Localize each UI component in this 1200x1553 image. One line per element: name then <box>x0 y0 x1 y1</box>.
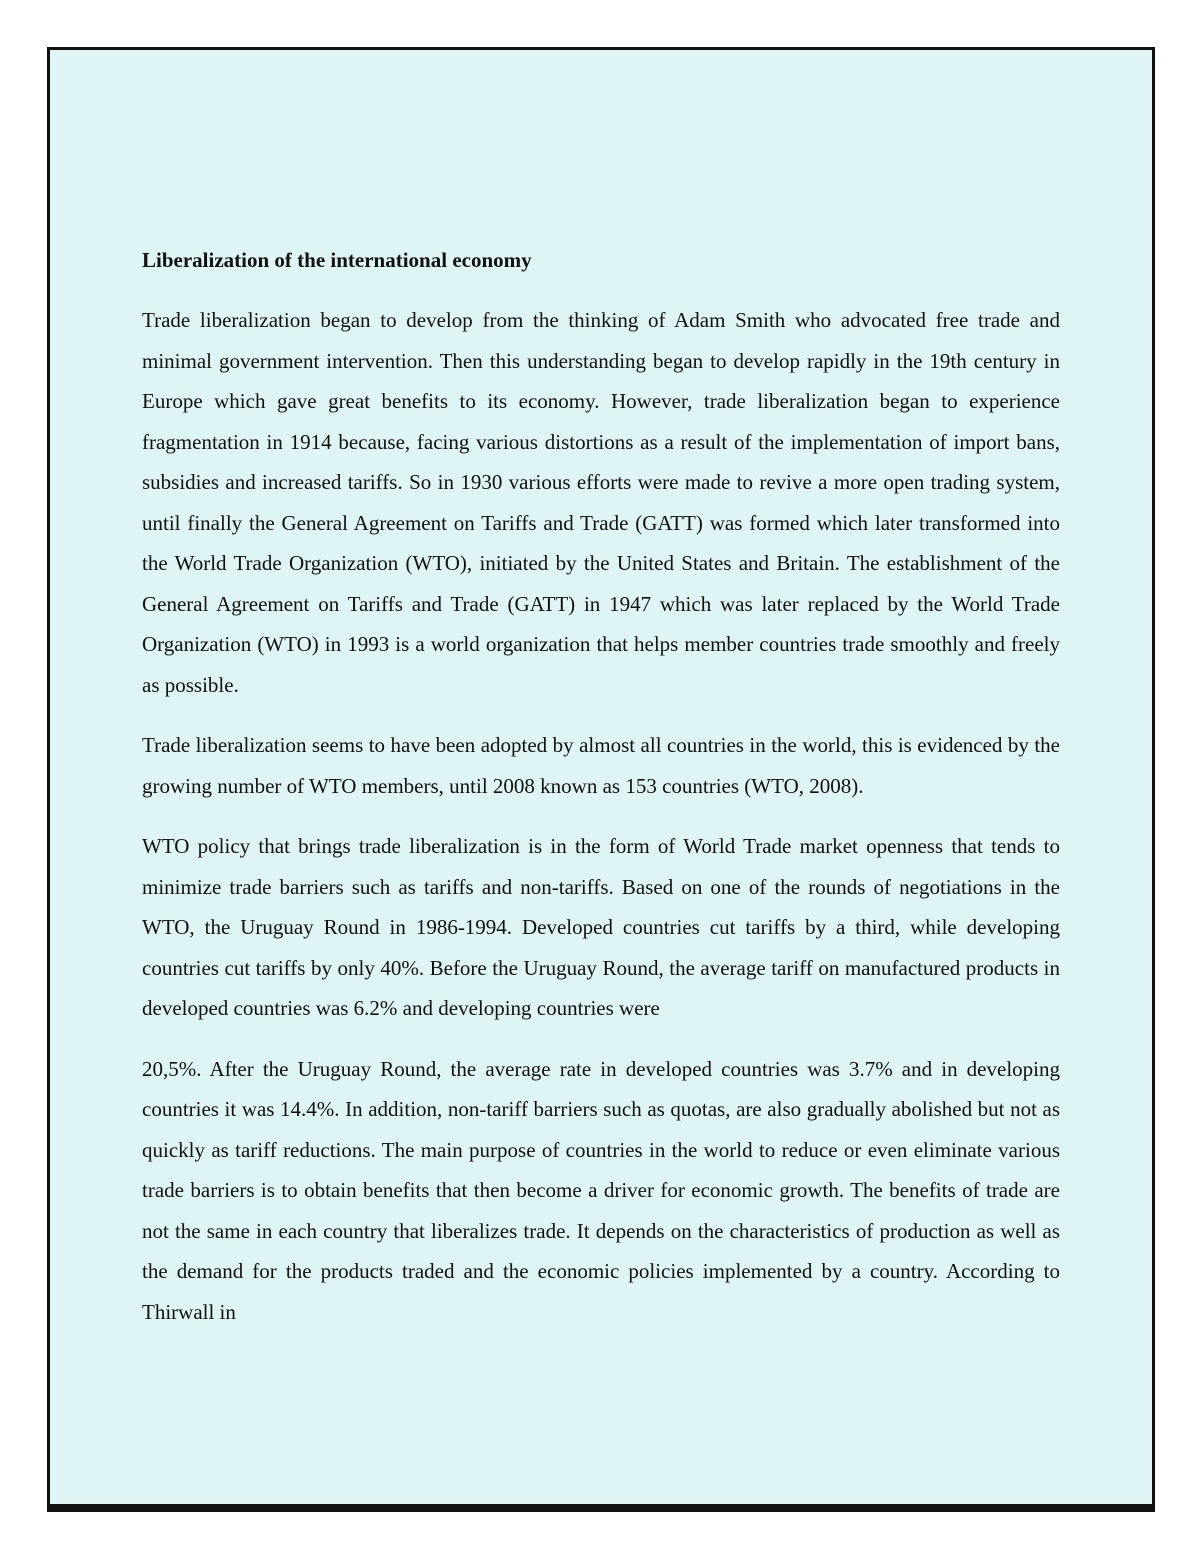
document-body <box>142 240 1060 1352</box>
paragraph-trade-history: Trade liberalization began to develop from the thinking of Adam Smith who advocated free trade and minimal government intervention. Then this understanding began to develop rapidly in the 19th century in Europe which gave great benefits to its economy. However, trade liberalization began to experience fragmentation in 1914 because, facing various distortions as a result of the implementation of import bans, subsidies and increased tariffs. So in 1930 various efforts were made to revive a more open trading system, until finally the General Agreement on Tariffs and Trade (GATT) was formed which later transformed into the World Trade Organization (WTO), initiated by the United States and Britain. The establishment of the General Agreement on Tariffs and Trade (GATT) in 1947 which was later replaced by the World Trade Organization (WTO) in 1993 is a world organization that helps member countries trade smoothly and freely as possible. <box>142 308 1060 697</box>
paragraph-wto-policy: WTO policy that brings trade liberalization is in the form of World Trade market openness that tends to minimize trade barriers such as tariffs and non-tariffs. Based on one of the rounds of negotiations in the WTO, the Uruguay Round in 1986-1994. Developed countries cut tariffs by a third, while developing countries cut tariffs by only 40%. Before the Uruguay Round, the average tariff on manufactured products in developed countries was 6.2% and developing countries were <box>142 834 1060 1020</box>
document-page <box>47 47 1155 1512</box>
paragraph-uruguay-round-results: 20,5%. After the Uruguay Round, the average rate in developed countries was 3.7% and in developing countries it was 14.4%. In addition, non-tariff barriers such as quotas, are also gradually abolished but not as quickly as tariff reductions. The main purpose of countries in the world to reduce or even eliminate various trade barriers is to obtain benefits that then become a driver for economic growth. The benefits of trade are not the same in each country that liberalizes trade. It depends on the characteristics of production as well as the demand for the products traded and the economic policies implemented by a country. According to Thirwall in <box>142 1056 1060 1324</box>
section-heading: Liberalization of the international economy <box>142 248 532 272</box>
paragraph-wto-members: Trade liberalization seems to have been adopted by almost all countries in the world, this is evidenced by the growing number of WTO members, until 2008 known as 153 countries (WTO, 2008). <box>142 733 1060 798</box>
